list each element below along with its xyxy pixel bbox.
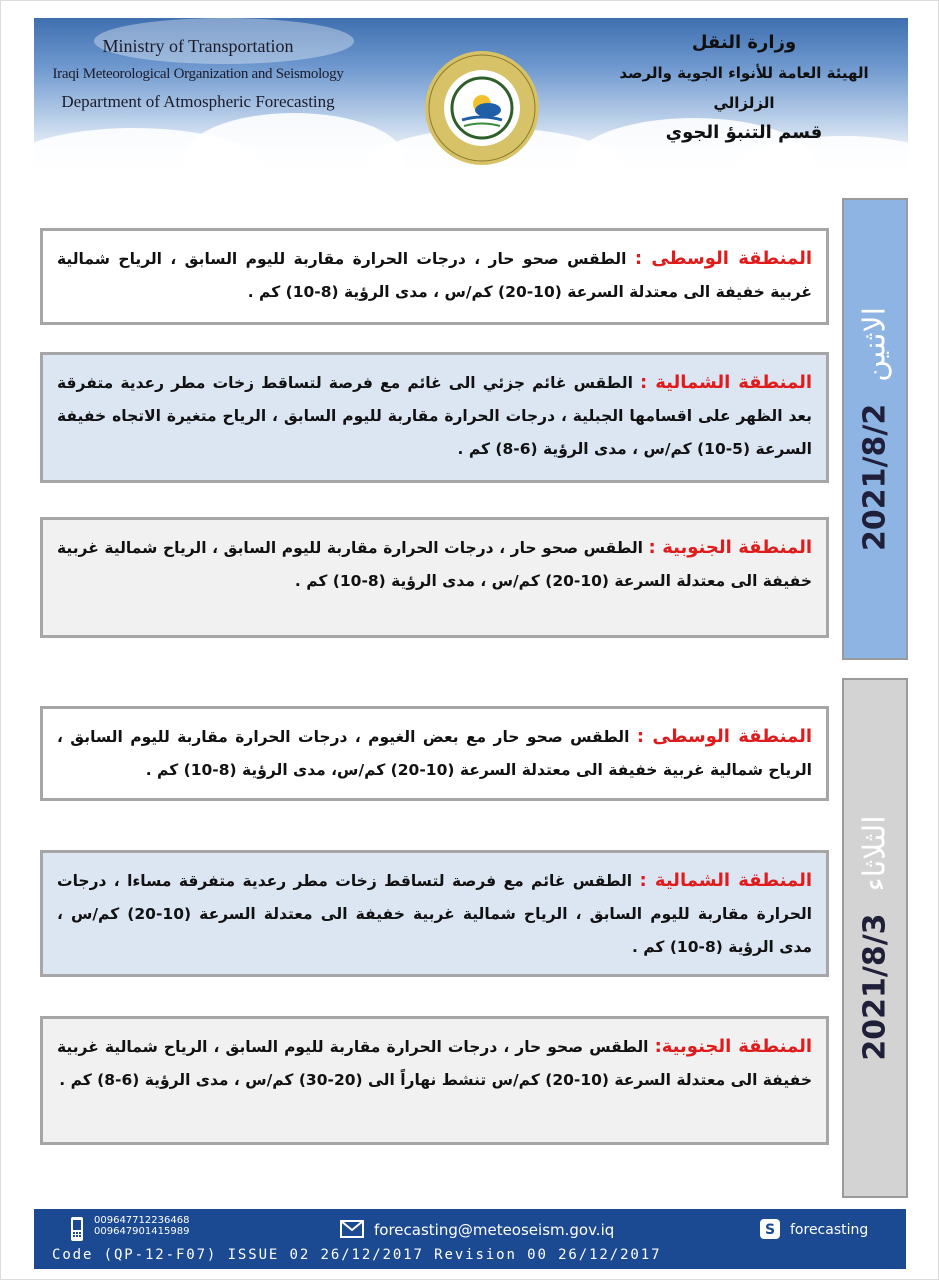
region-colon: : <box>634 248 652 269</box>
organization-seal <box>422 48 542 168</box>
day-name: الثلاثاء <box>857 815 893 892</box>
day-date: 2021/8/3 <box>857 913 893 1061</box>
day-tab-tuesday <box>842 678 908 1198</box>
day-date: 2021/8/2 <box>857 403 893 551</box>
organization-name-en: Iraqi Meteorological Organization and Seismology <box>52 66 344 82</box>
contact-email[interactable]: forecasting@meteoseism.gov.iq <box>374 1221 615 1239</box>
forecast-box-d2-south <box>40 1016 829 1145</box>
skype-icon <box>760 1219 780 1239</box>
region-colon: : <box>636 726 653 747</box>
region-label: المنطقة الشمالية <box>654 870 813 891</box>
forecast-text: الطقس غائم جزئي الى غائم مع فرصة لتساقط زخات مطر رعدية متفرقة بعد الظهر على اقسامها الجبلية ، درجات الحرارة مقاربة لليوم السابق ، الرياح متغيرة الاتجاه خفيفة السرعة (5-10) كم/س ، مدى الرؤية (6-8) كم . <box>57 374 812 458</box>
forecast-box-d1-north <box>40 352 829 483</box>
document-code: Code (QP-12-F07) ISSUE 02 26/12/2017 Revision 00 26/12/2017 <box>52 1247 662 1263</box>
phone-numbers <box>94 1215 189 1237</box>
header-english-text <box>48 32 348 116</box>
region-label: المنطقة الوسطى <box>651 248 812 269</box>
day-label <box>858 815 893 1060</box>
day-label <box>858 307 893 551</box>
department-name-en: Department of Atmospheric Forecasting <box>61 92 335 111</box>
region-label: المنطقة الجنوبية <box>661 1036 813 1057</box>
mail-icon <box>340 1220 364 1238</box>
forecast-box-d1-south <box>40 517 829 638</box>
phone-number: 009647901415989 <box>94 1226 190 1237</box>
forecast-box-d2-central <box>40 706 829 801</box>
forecast-box-d1-central <box>40 228 829 325</box>
forecast-text: الطقس صحو حار ، درجات الحرارة مقاربة لليوم السابق ، الرياح شمالية غربية خفيفة الى معتدلة السرعة (10-20) كم/س تنشط نهاراً الى (20-30) كم/س ، مدى الرؤية (6-8) كم . <box>57 1038 812 1089</box>
day-tab-monday <box>842 198 908 660</box>
forecast-text: الطقس صحو حار ، درجات الحرارة مقاربة لليوم السابق ، الرياح شمالية غربية خفيفة الى معتدلة السرعة (10-20) كم/س ، مدى الرؤية (8-10) كم . <box>57 250 812 301</box>
phone-number: 009647712236468 <box>94 1215 190 1226</box>
skype-handle[interactable]: forecasting <box>790 1222 869 1238</box>
header-banner <box>34 18 908 183</box>
region-colon: : <box>648 537 663 558</box>
forecast-text: الطقس صحو حار ، درجات الحرارة مقاربة لليوم السابق ، الرياح شمالية غربية خفيفة الى معتدلة السرعة (10-20) كم/س ، مدى الرؤية (8-10) كم . <box>57 539 812 590</box>
forecast-text: الطقس صحو حار مع بعض الغيوم ، درجات الحرارة مقاربة لليوم السابق ، الرياح شمالية غربية خفيفة الى معتدلة السرعة (10-20) كم/س، مدى الرؤية (8-10) كم . <box>57 728 812 779</box>
footer-bar <box>34 1209 906 1269</box>
day-name: الاثنين <box>857 307 893 382</box>
region-label: المنطقة الوسطى <box>652 726 812 747</box>
forecast-box-d2-north <box>40 850 829 977</box>
region-label: المنطقة الجنوبية <box>662 537 812 558</box>
department-name-ar: قسم التنبؤ الجوي <box>665 122 823 143</box>
ministry-name-en: Ministry of Transportation <box>102 36 294 56</box>
organization-name-ar: الهيئة العامة للأنواء الجوية والرصد الزلزالي <box>619 64 869 112</box>
region-colon: : <box>639 870 655 891</box>
svg-text:S: S <box>764 1222 776 1238</box>
region-colon: : <box>654 1036 662 1057</box>
region-label: المنطقة الشمالية <box>655 372 812 393</box>
region-colon: : <box>640 372 656 393</box>
header-arabic-text <box>594 28 894 148</box>
phone-icon <box>70 1216 84 1242</box>
forecast-text: الطقس غائم مع فرصة لتساقط زخات مطر رعدية متفرقة مساءا ، درجات الحرارة مقاربة لليوم السابق ، الرياح شمالية غربية خفيفة الى معتدلة السرعة (10-20) كم/س ، مدى الرؤية (8-10) كم . <box>57 872 812 956</box>
ministry-name-ar: وزارة النقل <box>691 32 797 53</box>
